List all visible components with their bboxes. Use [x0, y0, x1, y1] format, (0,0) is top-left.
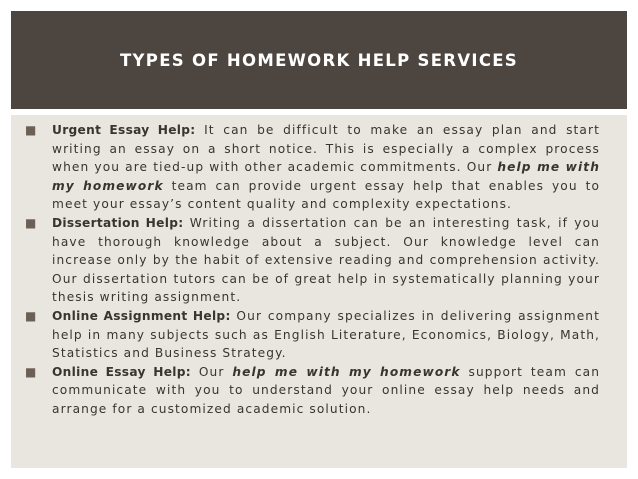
item-text-continued: support team can communicate with you to understand your online essay help needs and arrange for a customized academic solution. — [52, 364, 601, 416]
item-heading: Online Essay Help: — [52, 364, 191, 379]
item-emphasis: help me with my homework — [52, 160, 601, 193]
item-heading: Online Assignment Help: — [52, 308, 231, 323]
item-text: Writing a dissertation can be an interesting task, if you have thorough knowledge about a subject. Our knowledge level can increase only by the habit of extensive reading and comprehension activity. Our dissertation tutors can be of great help in systematically planning your thesis writing assignment. — [52, 215, 600, 305]
item-emphasis: help me with my homework — [232, 364, 461, 379]
list-item-online-assignment-help — [25, 307, 601, 363]
slide-title: TYPES OF HOMEWORK HELP SERVICES — [120, 50, 518, 70]
square-bullet-icon: ■ — [25, 215, 37, 230]
square-bullet-icon: ■ — [25, 364, 37, 379]
service-list — [11, 115, 627, 419]
list-item-urgent-essay-help — [25, 121, 601, 214]
item-text: Our company specializes in delivering assignment help in many subjects such as English Literature, Economics, Biology, Math, Statistics and Business Strategy. — [52, 308, 601, 361]
title-bar — [11, 11, 627, 109]
list-item-dissertation-help — [25, 214, 600, 307]
item-heading: Dissertation Help: — [52, 215, 184, 230]
square-bullet-icon: ■ — [25, 308, 37, 323]
list-item-online-essay-help — [25, 363, 601, 419]
item-text: Our — [190, 364, 233, 379]
content-panel — [11, 115, 627, 468]
item-heading: Urgent Essay Help: — [52, 123, 196, 137]
square-bullet-icon: ■ — [25, 123, 37, 137]
item-text: It can be difficult to make an essay plan and start writing an essay on a short notice. This is especially a complex process when you are tied-up with other academic commitments. Our — [52, 123, 600, 175]
item-text-continued: team can provide urgent essay help that enables you to meet your essay’s content quality and complexity expectations. — [52, 178, 601, 212]
